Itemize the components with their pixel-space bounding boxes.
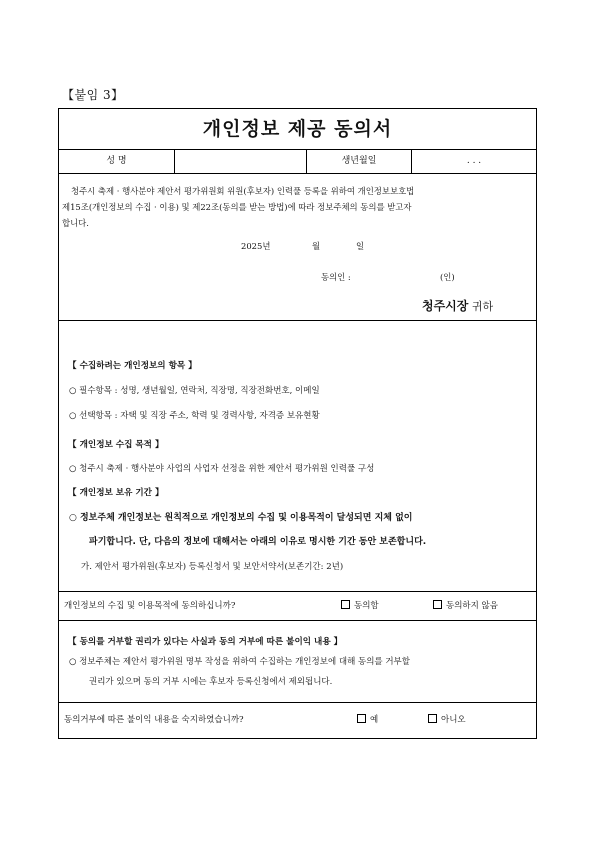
date-month: 월 <box>312 241 321 251</box>
heading-retention: 【 개인정보 보유 기간 】 <box>68 488 164 498</box>
refusal-notice <box>59 621 536 703</box>
consent-statement <box>59 174 536 321</box>
consent-text-1: 청주시 축제 · 행사분야 제안서 평가위원회 위원(후보자) 인력풀 등록을 위하여 개인정보보호법 <box>71 186 415 196</box>
refusal-text-1: ○ 정보주체는 제안서 평가위원 명부 작성을 위하여 수집하는 개인정보에 대해 동의를 거부할 <box>69 657 410 667</box>
consent-form <box>58 108 537 739</box>
heading-collect-items: 【 수집하려는 개인정보의 항목 】 <box>68 361 197 371</box>
consent-question-row <box>59 592 536 621</box>
name-label: 성 명 <box>106 156 127 166</box>
purpose-text: ○ 청주시 축제 · 행사분야 사업의 사업자 선정을 위한 제안서 평가위원 인력풀 구성 <box>69 464 375 474</box>
birth-label: 생년월일 <box>341 156 377 166</box>
disagree-option[interactable] <box>433 592 498 620</box>
yes-option[interactable] <box>357 703 378 738</box>
name-birth-row <box>59 150 536 174</box>
acknowledge-question: 동의거부에 따른 불이익 내용을 숙지하였습니까? <box>64 715 244 725</box>
refusal-heading: 【 동의를 거부할 권리가 있다는 사실과 동의 거부에 따른 불이익 내용 】 <box>68 637 343 647</box>
yes-label: 예 <box>370 715 379 725</box>
no-label: 아니오 <box>441 715 466 725</box>
birth-field[interactable]: . . . <box>466 156 482 166</box>
form-title: 개인정보 제공 동의서 <box>59 109 536 150</box>
agree-checkbox[interactable] <box>341 600 350 609</box>
recipient <box>422 298 493 315</box>
consent-text-3: 합니다. <box>62 218 89 228</box>
date-day: 일 <box>356 241 365 251</box>
agree-option[interactable] <box>341 592 379 620</box>
recipient-name: 청주시장 <box>422 299 469 313</box>
collection-details <box>59 321 536 592</box>
date-year: 2025년 <box>241 241 271 251</box>
seal-label: (인) <box>440 272 455 282</box>
refusal-text-2: 권리가 있으며 동의 거부 시에는 후보자 등록신청에서 제외됩니다. <box>89 677 333 687</box>
disagree-checkbox[interactable] <box>433 600 442 609</box>
yes-checkbox[interactable] <box>357 714 366 723</box>
disagree-label: 동의하지 않음 <box>446 601 498 611</box>
signer-label: 동의인 : <box>321 272 351 282</box>
agree-label: 동의함 <box>354 601 379 611</box>
recipient-suffix: 귀하 <box>471 300 494 313</box>
no-option[interactable] <box>428 703 466 738</box>
consent-text-2: 제15조(개인정보의 수집 · 이용) 및 제22조(동의를 받는 방법)에 따라 정보주체의 동의를 받고자 <box>62 202 412 212</box>
retention-text-1: ○ 정보주체 개인정보는 원칙적으로 개인정보의 수집 및 이용목적이 달성되면 지체 없이 <box>69 513 413 523</box>
heading-purpose: 【 개인정보 수집 목적 】 <box>68 440 164 450</box>
acknowledge-question-row <box>59 703 536 738</box>
consent-question: 개인정보의 수집 및 이용목적에 동의하십니까? <box>64 601 236 611</box>
optional-items: ○ 선택항목 : 자택 및 직장 주소, 학력 및 경력사항, 자격증 보유현황 <box>69 411 320 421</box>
name-field[interactable] <box>175 150 306 173</box>
retention-text-2: 파기합니다. 단, 다음의 정보에 대해서는 아래의 이유로 명시한 기간 동안 보존합니다. <box>89 537 427 547</box>
attachment-label: 【붙임 3】 <box>62 88 124 102</box>
required-items: ○ 필수항목 : 성명, 생년월일, 연락처, 직장명, 직장전화번호, 이메일 <box>69 386 320 396</box>
retention-sub-item: 가. 제안서 평가위원(후보자) 등록신청서 및 보안서약서(보존기간: 2년) <box>81 562 344 572</box>
no-checkbox[interactable] <box>428 714 437 723</box>
